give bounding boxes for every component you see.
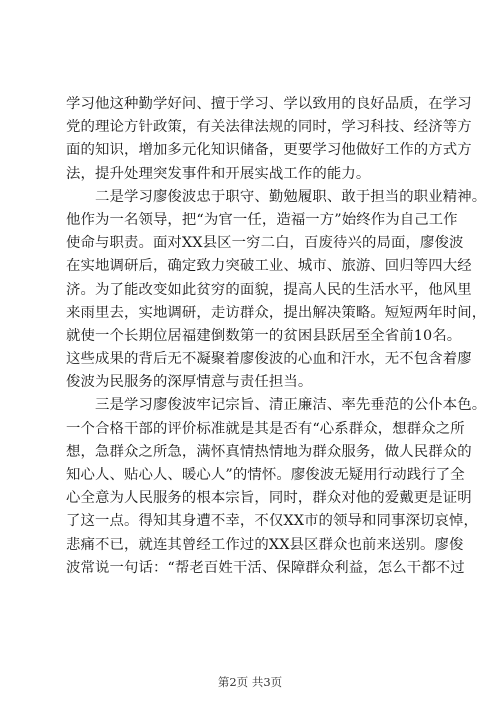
- page-footer: [0, 674, 500, 690]
- text-line: 济。为了能改变如此贫穷的面貌，提高人民的生活水平，他风里: [66, 281, 472, 298]
- text-line: 这些成果的背后无不凝聚着廖俊波的心血和汗水，无不包含着廖: [66, 351, 472, 368]
- text-line: 悲痛不已，就连其曾经工作过的XX县区群众也前来送别。廖俊: [66, 536, 464, 553]
- text-line: 使命与职责。面对XX县区一穷二白，百废待兴的局面，廖俊波: [66, 235, 464, 252]
- text-line: 了这一点。得知其身遭不幸，不仅XX市的领导和同事深切哀悼，: [66, 513, 478, 530]
- text-line: 想，急群众之所急，满怀真情热情地为群众服务，做人民群众的: [66, 443, 472, 460]
- text-line: 就使一个长期位居福建倒数第一的贫困县跃居至全省前10名。: [66, 327, 462, 344]
- text-line: 俊波为民服务的深厚情意与责任担当。: [66, 374, 313, 391]
- text-line: 二是学习廖俊波忠于职守、勤勉履职、敢于担当的职业精神。: [66, 188, 487, 205]
- text-line: 一个合格干部的评价标准就是其是否有“心系群众，想群众之所: [66, 420, 465, 437]
- document-body: [66, 93, 487, 580]
- text-line: 在实地调研后，确定致力突破工业、城市、旅游、回归等四大经: [66, 258, 472, 275]
- text-line: 法，提升处理突发事件和开展实战工作的能力。: [66, 165, 371, 182]
- text-line: 党的理论方针政策，有关法律法规的同时，学习科技、经济等方: [66, 119, 472, 136]
- text-line: 来雨里去，实地调研，走访群众，提出解决策略。短短两年时间，: [66, 304, 487, 321]
- text-line: 面的知识，增加多元化知识储备，更要学习他做好工作的方式方: [66, 142, 472, 159]
- text-line: 波常说一句话：“帮老百姓干活、保障群众利益，怎么干都不过: [66, 559, 465, 576]
- text-line: 三是学习廖俊波牢记宗旨、清正廉洁、率先垂范的公仆本色。: [66, 397, 487, 414]
- text-line: 知心人、贴心人、暖心人”的情怀。廖俊波无疑用行动践行了全: [66, 467, 465, 483]
- page-number-label: 第2页 共3页: [217, 675, 283, 689]
- text-line: 学习他这种勤学好问、擅于学习、学以致用的良好品质，在学习: [66, 96, 472, 112]
- text-line: 他作为一名领导，把“为官一任，造福一方”始终作为自己工作: [66, 211, 458, 228]
- text-line: 心全意为人民服务的根本宗旨，同时，群众对他的爱戴更是证明: [66, 490, 472, 507]
